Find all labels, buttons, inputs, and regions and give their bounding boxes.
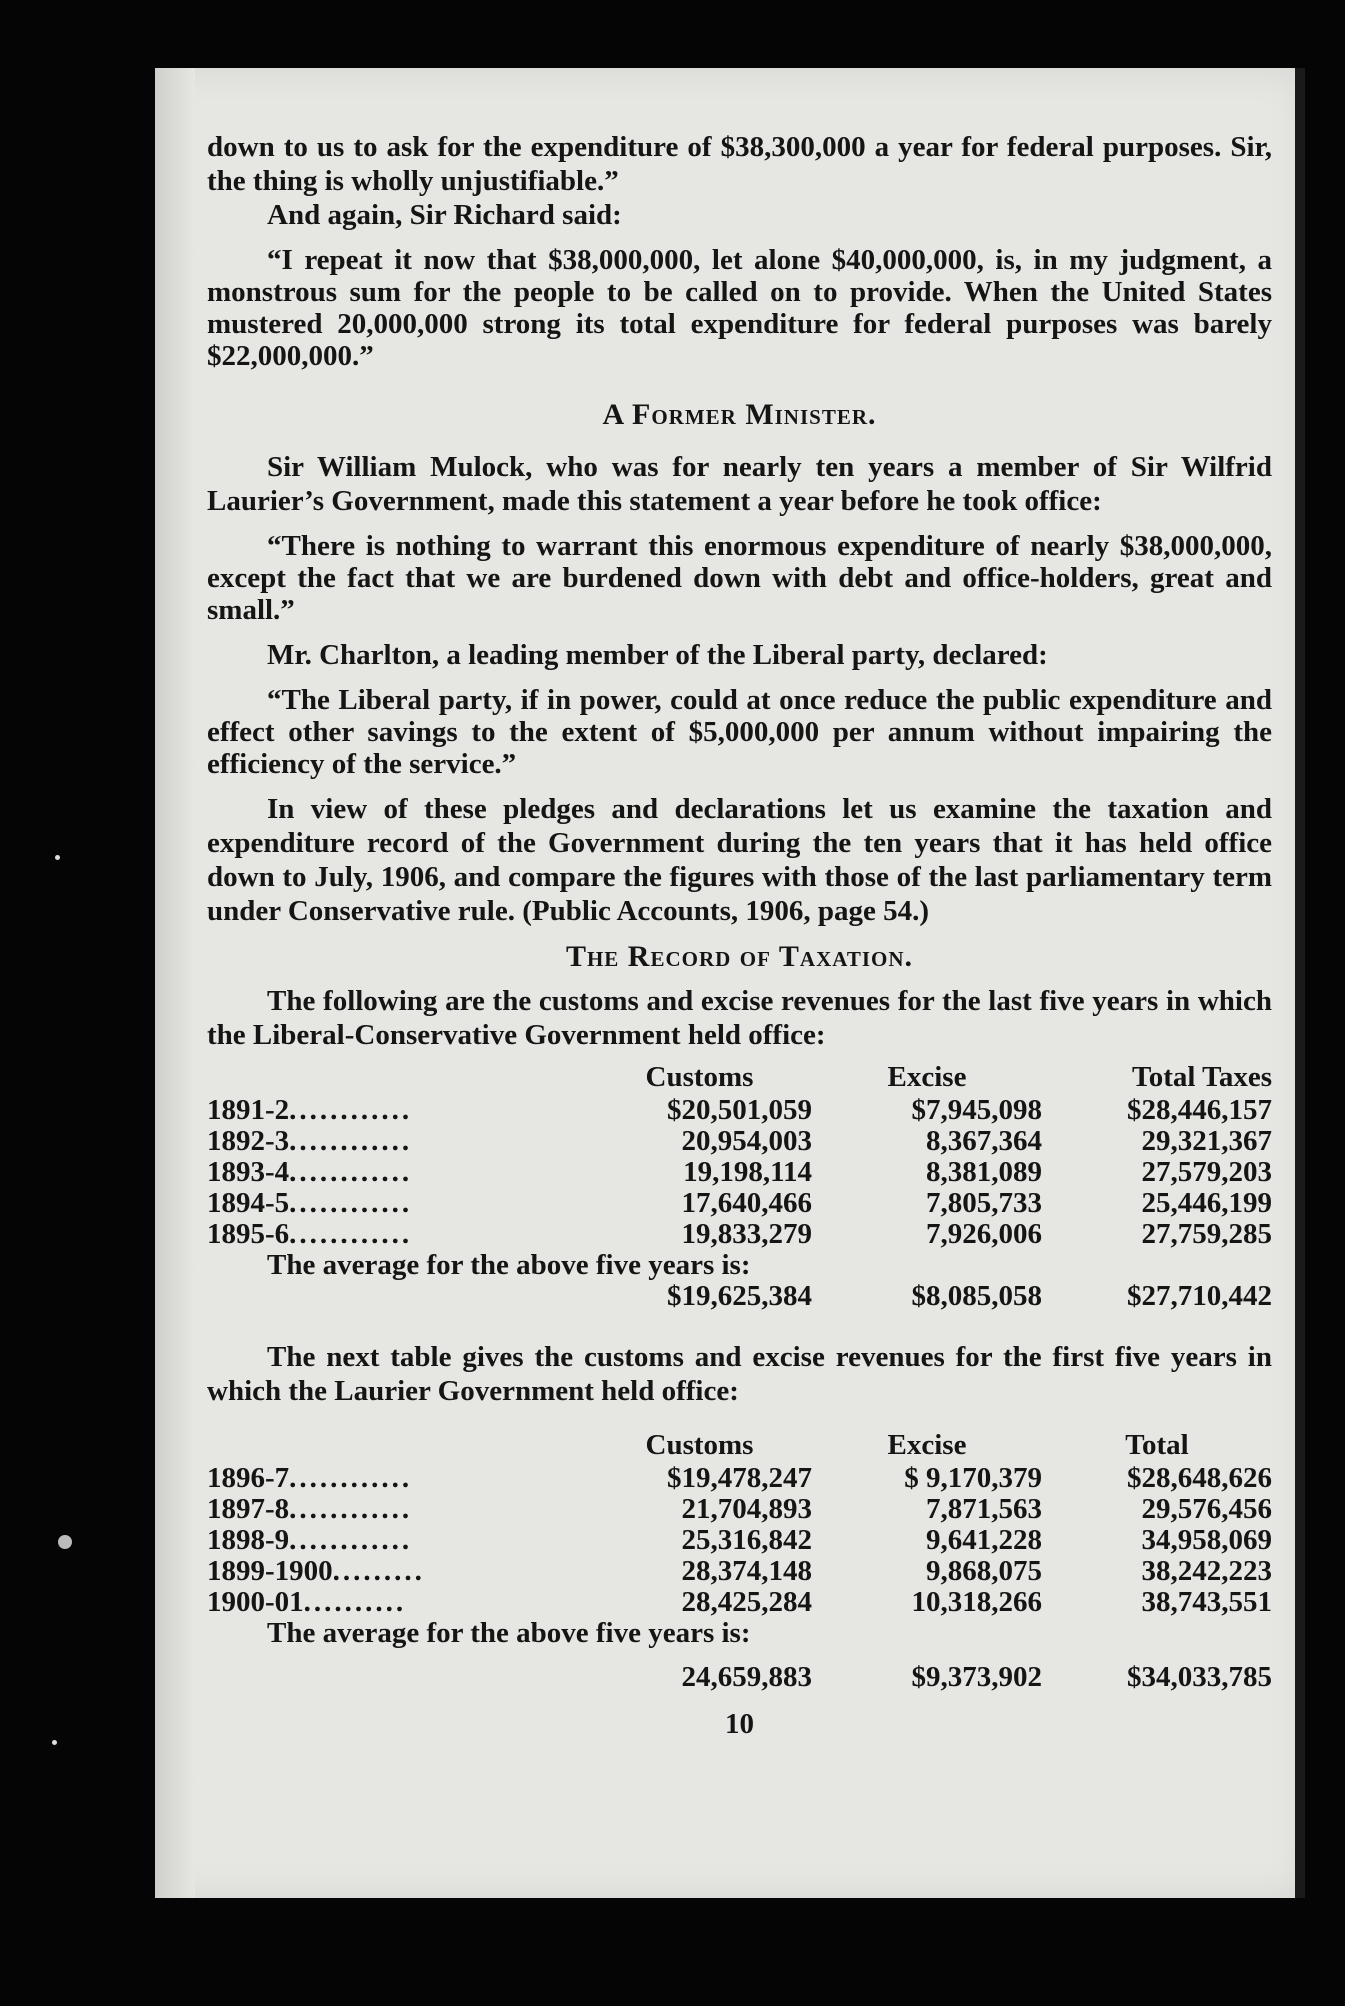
row-excise-cell: 7,926,006 [926, 1218, 1042, 1250]
table-header-year [207, 1430, 587, 1463]
row-year-cell: 1897-8............ [207, 1494, 413, 1525]
row-year-cell: 1898-9............ [207, 1525, 413, 1556]
row-total-cell: 34,958,069 [1141, 1524, 1272, 1556]
row-total-cell: 29,576,456 [1141, 1493, 1272, 1525]
row-total-cell: $28,648,626 [1127, 1462, 1272, 1494]
table-header-customs: Customs [645, 1061, 754, 1093]
paragraph-continuation: down to us to ask for the expenditure of $38,300,000 a year for federal purposes. Sir, the thing is wholly unjustifiable.” [207, 131, 1272, 197]
document-page [155, 68, 1305, 1898]
row-year-cell: 1899-1900......... [207, 1556, 425, 1587]
row-excise-cell: 9,641,228 [926, 1524, 1042, 1556]
row-total-cell: $28,446,157 [1127, 1094, 1272, 1126]
row-excise-cell: 8,381,089 [926, 1156, 1042, 1188]
row-customs-cell: $19,478,247 [667, 1462, 812, 1494]
scan-speck [58, 1535, 72, 1549]
row-excise-cell: 7,871,563 [926, 1493, 1042, 1525]
table-header-row [207, 1430, 1272, 1463]
row-year-cell: 1892-3............ [207, 1126, 413, 1157]
table-row [207, 1219, 1272, 1250]
table-header-row [207, 1062, 1272, 1095]
average-customs-cell: $19,625,384 [667, 1280, 812, 1312]
revenue-table-laurier [207, 1430, 1272, 1693]
paragraph-mulock: Sir William Mulock, who was for nearly ten years a member of Sir Wilfrid Laurier’s Government, made this statement a year before he took office: [207, 451, 1272, 517]
page-binding-shadow [155, 68, 195, 1898]
row-total-cell: 38,242,223 [1141, 1555, 1272, 1587]
paragraph-view-of-pledges: In view of these pledges and declarations let us examine the taxation and expenditure record of the Government during the ten years that it has held office down to July, 1906, and compare the figures with those of the last parliamentary term under Conservative rule. (Public Accounts, 1906, page 54.) [207, 793, 1272, 927]
row-year-cell: 1894-5............ [207, 1188, 413, 1219]
row-year-cell: 1895-6............ [207, 1219, 413, 1250]
row-year-cell: 1900-01.......... [207, 1587, 407, 1618]
row-customs-cell: 20,954,003 [681, 1125, 812, 1157]
row-total-cell: 29,321,367 [1141, 1125, 1272, 1157]
table-row [207, 1556, 1272, 1587]
table-row [207, 1126, 1272, 1157]
average-excise-cell: $8,085,058 [911, 1280, 1042, 1312]
paragraph-table1-intro: The following are the customs and excise revenues for the last five years in which the Liberal-Conservative Government held office: [207, 985, 1272, 1051]
table-header-year [207, 1062, 587, 1095]
average-customs-cell: 24,659,883 [681, 1661, 812, 1693]
row-customs-cell: 28,425,284 [681, 1586, 812, 1618]
table-header-excise: Excise [887, 1061, 967, 1093]
table-header-excise: Excise [887, 1429, 967, 1461]
paragraph-table2-intro: The next table gives the customs and excise revenues for the first five years in which the Laurier Government held office: [207, 1341, 1272, 1407]
table-average-row [207, 1281, 1272, 1312]
table-row [207, 1494, 1272, 1525]
row-customs-cell: 19,833,279 [681, 1218, 812, 1250]
scan-speck [55, 855, 60, 860]
row-total-cell: 25,446,199 [1141, 1187, 1272, 1219]
table-row [207, 1095, 1272, 1126]
row-total-cell: 27,579,203 [1141, 1156, 1272, 1188]
row-customs-cell: 21,704,893 [681, 1493, 812, 1525]
page-right-edge [1295, 68, 1305, 1898]
row-total-cell: 27,759,285 [1141, 1218, 1272, 1250]
table-row [207, 1525, 1272, 1556]
table-average-label-row [207, 1250, 1272, 1281]
row-customs-cell: 19,198,114 [683, 1156, 812, 1188]
page-content [207, 130, 1272, 1741]
table-header-total: Total Taxes [1132, 1061, 1272, 1093]
average-label: The average for the above five years is: [267, 1617, 751, 1649]
row-customs-cell: 25,316,842 [681, 1524, 812, 1556]
row-year-cell: 1893-4............ [207, 1157, 413, 1188]
table-row [207, 1587, 1272, 1618]
row-excise-cell: 10,318,266 [911, 1586, 1042, 1618]
row-customs-cell: 17,640,466 [681, 1187, 812, 1219]
quote-richard: “I repeat it now that $38,000,000, let alone $40,000,000, is, in my judgment, a monstrous sum for the people to be called on to provide. When the United States mustered 20,000,000 strong its total expenditure for federal purposes was barely $22,000,000.” [207, 244, 1272, 372]
table-row [207, 1463, 1272, 1494]
average-label: The average for the above five years is: [267, 1249, 751, 1281]
table-average-label-row [207, 1618, 1272, 1649]
quote-mulock: “There is nothing to warrant this enormous expenditure of nearly $38,000,000, except the fact that we are burdened down with debt and office-holders, great and small.” [207, 530, 1272, 626]
table-header-customs: Customs [645, 1429, 754, 1461]
average-total-cell: $27,710,442 [1127, 1280, 1272, 1312]
row-excise-cell: 7,805,733 [926, 1187, 1042, 1219]
paragraph-sir-richard: And again, Sir Richard said: [267, 199, 622, 231]
average-total-cell: $34,033,785 [1127, 1661, 1272, 1693]
row-year-cell: 1896-7............ [207, 1463, 413, 1494]
table-row [207, 1188, 1272, 1219]
revenue-table-conservative [207, 1062, 1272, 1312]
row-excise-cell: 9,868,075 [926, 1555, 1042, 1587]
quote-charlton: “The Liberal party, if in power, could at once reduce the public expenditure and effect other savings to the extent of $5,000,000 per annum without impairing the efficiency of the service.” [207, 684, 1272, 780]
row-total-cell: 38,743,551 [1141, 1586, 1272, 1618]
table-row [207, 1157, 1272, 1188]
row-excise-cell: $7,945,098 [911, 1094, 1042, 1126]
average-excise-cell: $9,373,902 [911, 1661, 1042, 1693]
table-average-row [207, 1649, 1272, 1693]
row-excise-cell: 8,367,364 [926, 1125, 1042, 1157]
row-customs-cell: 28,374,148 [681, 1555, 812, 1587]
section-heading-former-minister: A Former Minister. [602, 398, 877, 431]
scan-speck [52, 1740, 57, 1745]
row-excise-cell: $ 9,170,379 [904, 1462, 1042, 1494]
row-year-cell: 1891-2............ [207, 1095, 413, 1126]
paragraph-charlton: Mr. Charlton, a leading member of the Liberal party, declared: [267, 639, 1048, 671]
table-header-total: Total [1125, 1429, 1189, 1461]
section-heading-record-taxation: The Record of Taxation. [565, 940, 914, 973]
row-customs-cell: $20,501,059 [667, 1094, 812, 1126]
page-number: 10 [725, 1708, 754, 1740]
